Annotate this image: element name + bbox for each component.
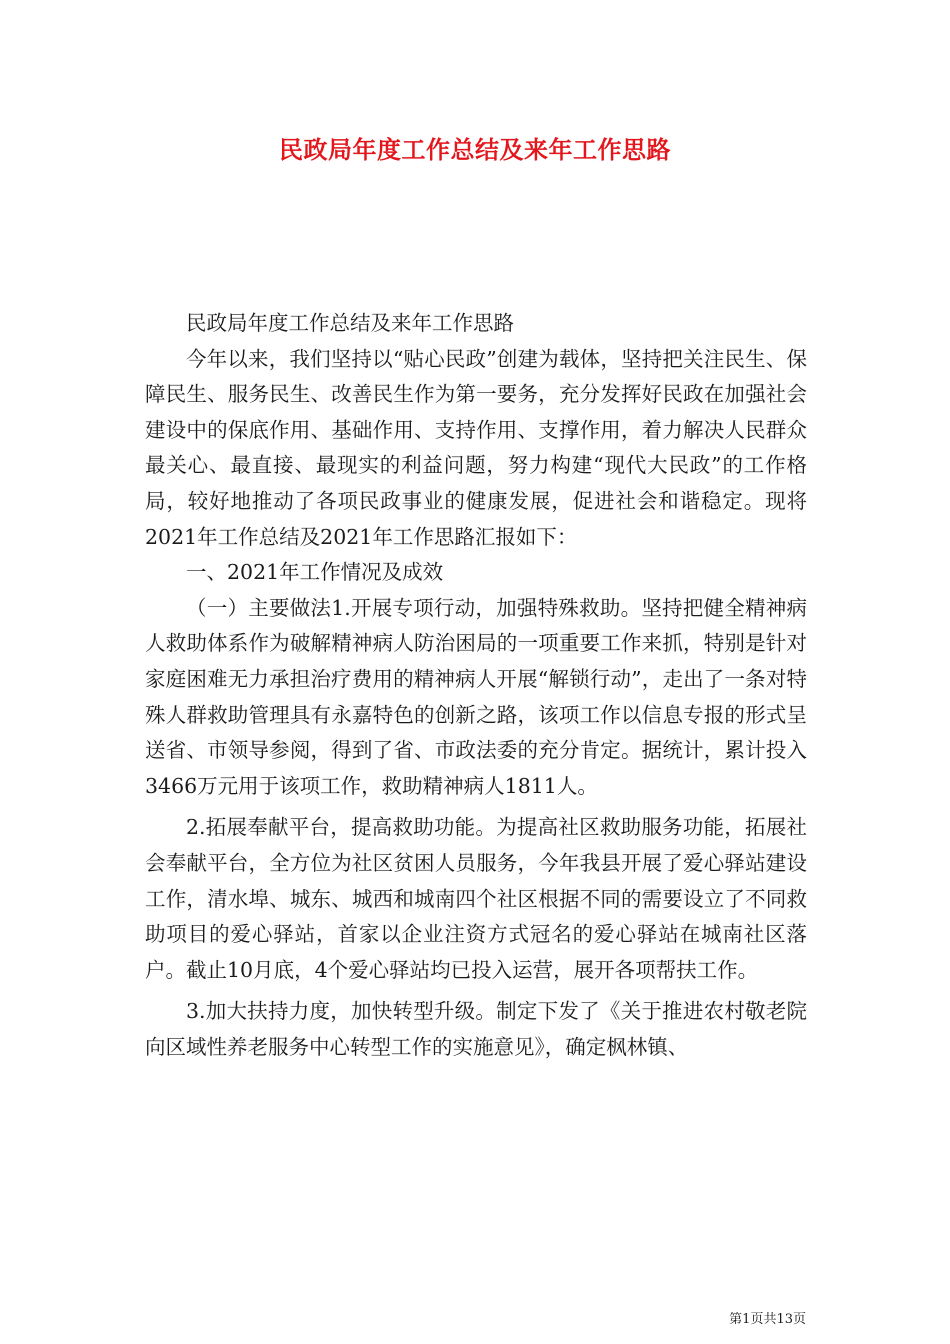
paragraph-item-1: （一）主要做法1.开展专项行动，加强特殊救助。坚持把健全精神病人救助体系作为破解精神病人防治困局的一项重要工作来抓，特别是针对家庭困难无力承担治疗费用的精神病人开展“解锁行动”，走出了一条对特殊人群救助管理具有永嘉特色的创新之路，该项工作以信息专报的形式呈送省、市领导参阅，得到了省、市政法委的充分肯定。据统计，累计投入3466万元用于该项工作，救助精神病人1811人。: [145, 595, 807, 798]
document-body: [145, 306, 807, 1065]
paragraph-item-2: 2.拓展奉献平台，提高救助功能。为提高社区救助服务功能，拓展社会奉献平台，全方位为社区贫困人员服务，今年我县开展了爱心驿站建设工作，清水埠、城东、城西和城南四个社区根据不同的需要设立了不同救助项目的爱心驿站，首家以企业注资方式冠名的爱心驿站在城南社区落户。截止10月底，4个爱心驿站均已投入运营，展开各项帮扶工作。: [145, 815, 807, 982]
paragraph-intro: 今年以来，我们坚持以“贴心民政”创建为载体，坚持把关注民生、保障民生、服务民生、改善民生作为第一要务，充分发挥好民政在加强社会建设中的保底作用、基础作用、支持作用、支撑作用，着力解决人民群众最关心、最直接、最现实的利益问题，努力构建“现代大民政”的工作格局，较好地推动了各项民政事业的健康发展，促进社会和谐稳定。现将2021年工作总结及2021年工作思路汇报如下：: [145, 346, 807, 549]
document-title: 民政局年度工作总结及来年工作思路: [279, 135, 671, 164]
page-number: 第1页共13页: [729, 1312, 806, 1327]
paragraph-item-3: 3.加大扶持力度，加快转型升级。制定下发了《关于推进农村敬老院向区域性养老服务中心转型工作的实施意见》，确定枫林镇、: [145, 999, 807, 1059]
section-heading: 一、2021年工作情况及成效: [186, 560, 444, 585]
paragraph-heading: 民政局年度工作总结及来年工作思路: [186, 311, 514, 335]
